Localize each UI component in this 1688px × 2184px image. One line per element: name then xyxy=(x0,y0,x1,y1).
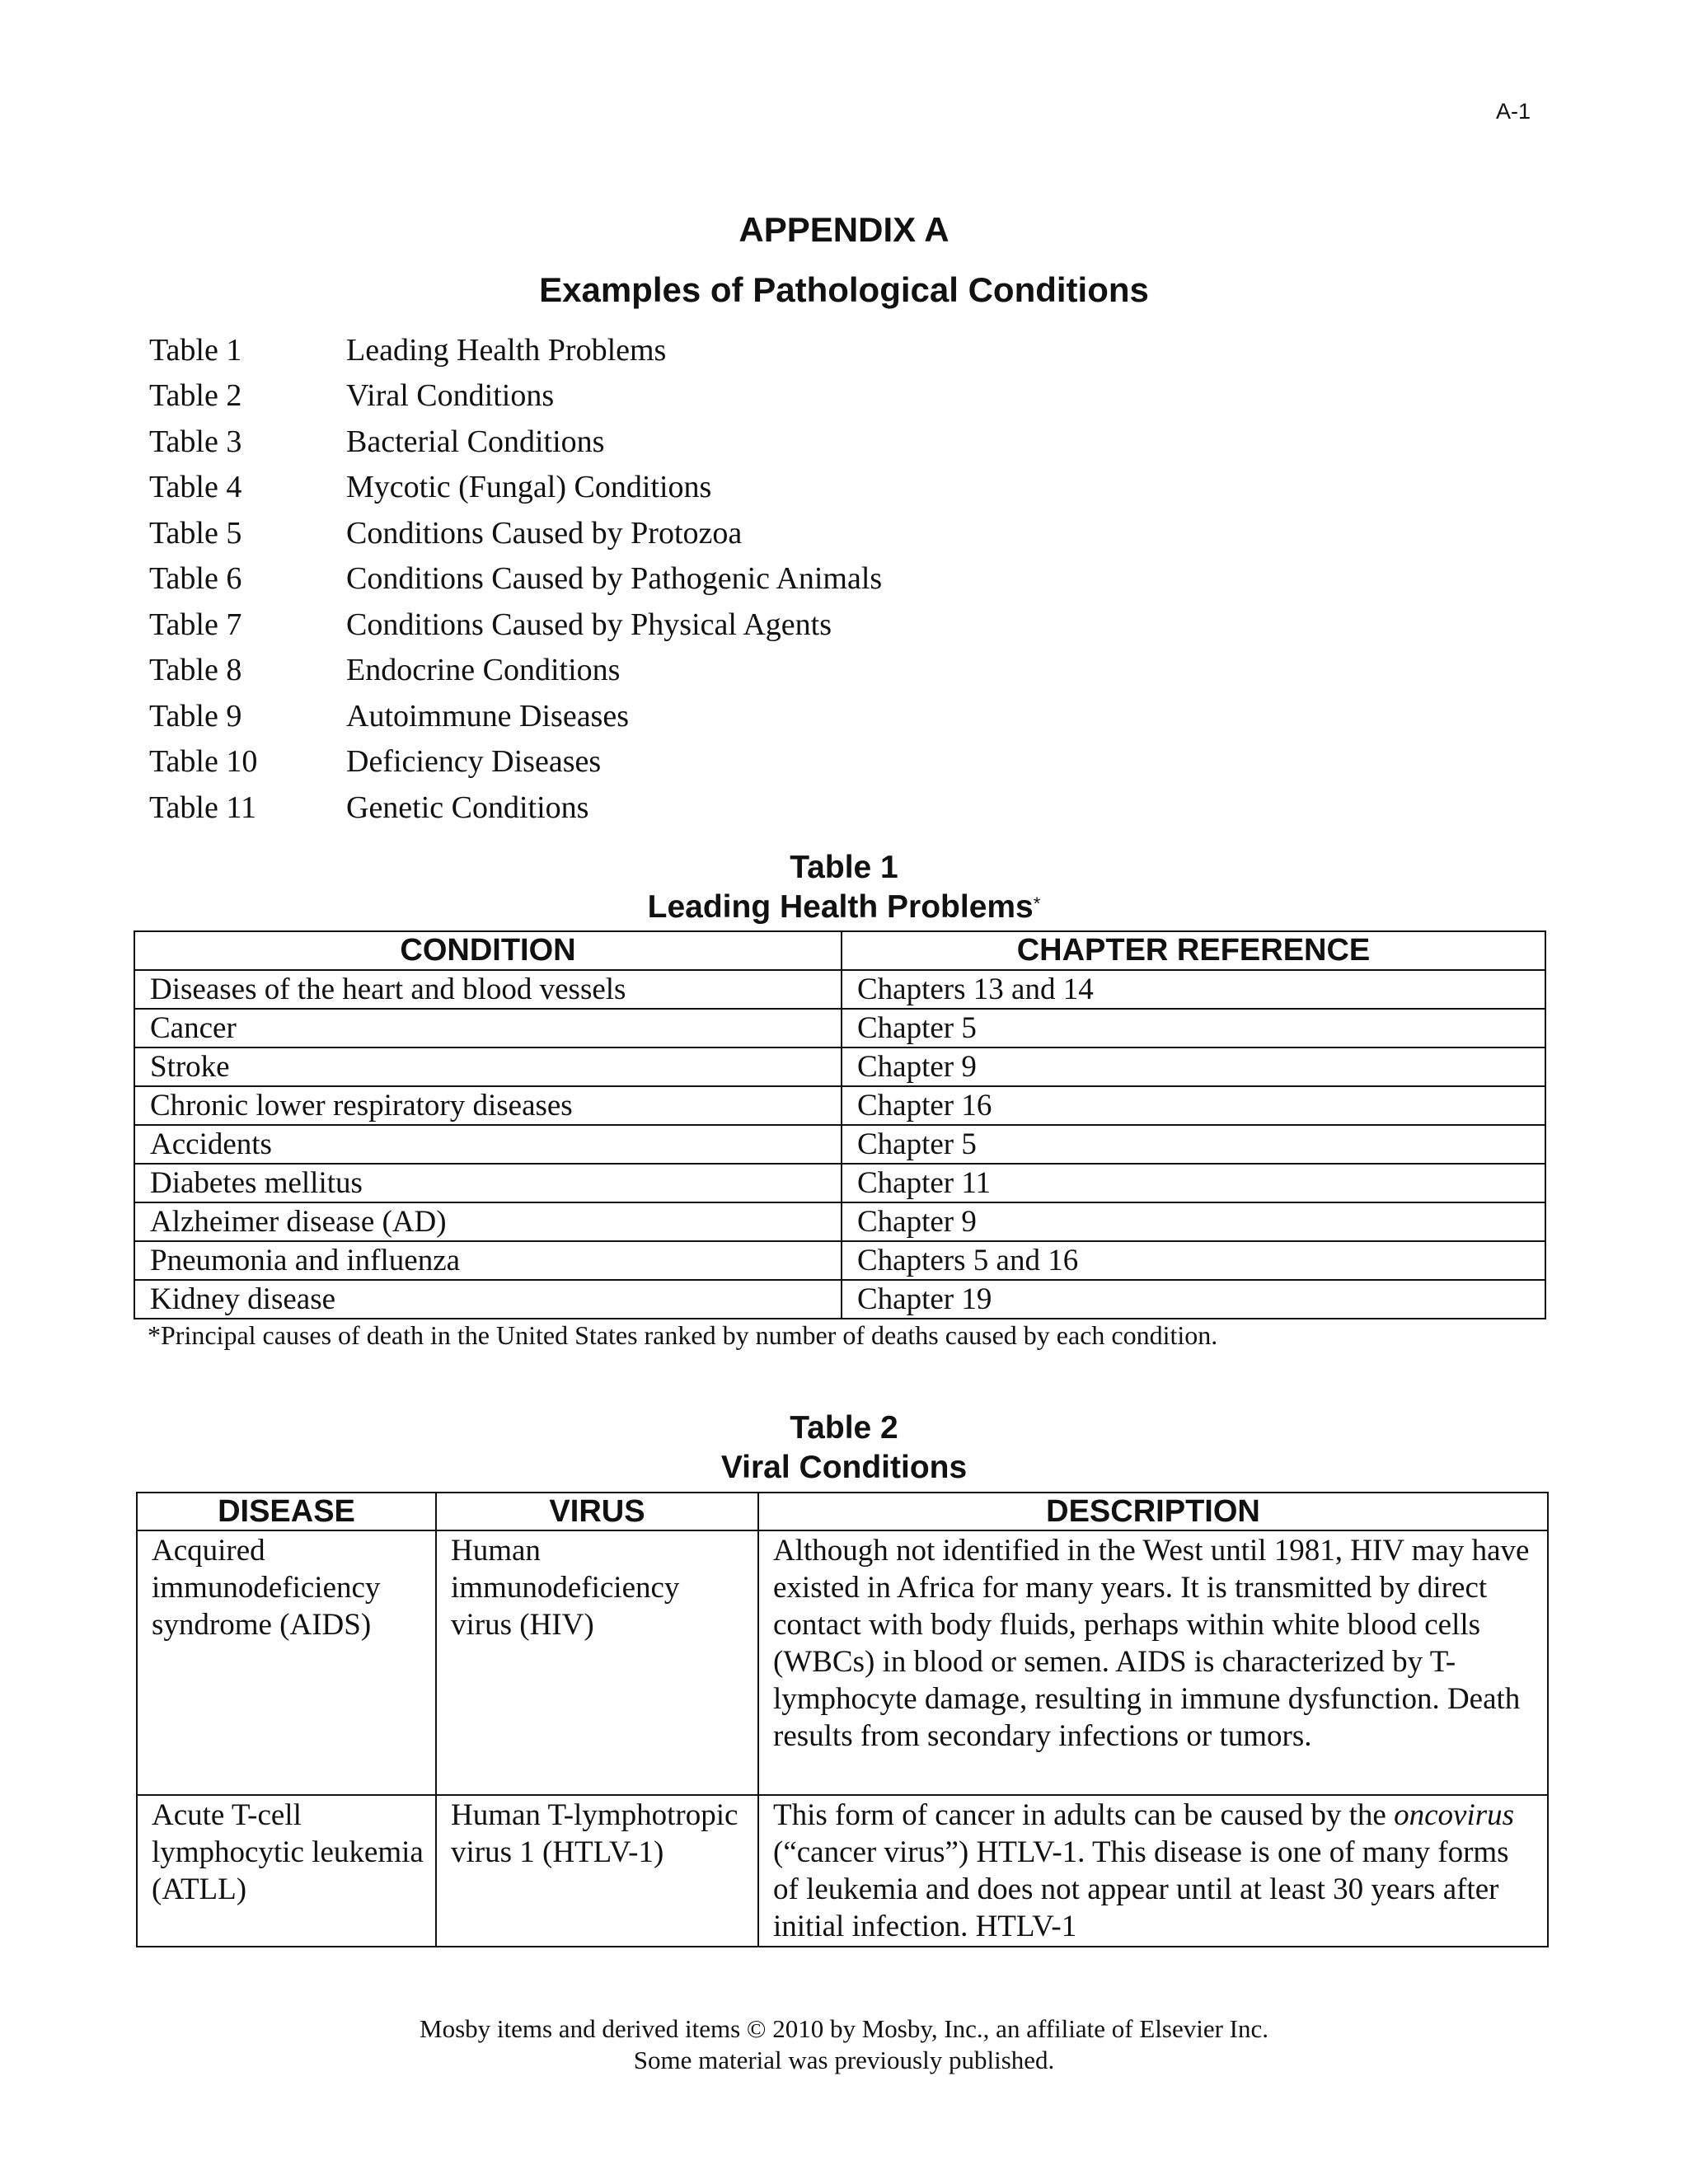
toc-row xyxy=(149,373,1221,419)
chapter-cell: Chapters 5 and 16 xyxy=(842,1241,1545,1280)
toc-title: Autoimmune Diseases xyxy=(346,698,630,733)
column-header-disease: DISEASE xyxy=(137,1493,436,1530)
condition-cell: Diabetes mellitus xyxy=(134,1164,842,1202)
condition-cell: Diseases of the heart and blood vessels xyxy=(134,970,842,1009)
chapter-cell: Chapter 9 xyxy=(842,1202,1545,1241)
toc-title: Endocrine Conditions xyxy=(346,653,621,688)
table-row xyxy=(134,1202,1545,1241)
virus-cell: Human T-lymphotropic virus 1 (HTLV-1) xyxy=(436,1795,758,1947)
chapter-cell: Chapters 13 and 14 xyxy=(842,970,1545,1009)
toc-title: Genetic Conditions xyxy=(346,790,589,825)
toc-number: Table 3 xyxy=(149,424,242,459)
table2-label: Table 2 xyxy=(790,1410,898,1446)
toc-title: Conditions Caused by Protozoa xyxy=(346,515,743,551)
column-header-description: DESCRIPTION xyxy=(758,1493,1548,1530)
chapter-cell: Chapter 11 xyxy=(842,1164,1545,1202)
toc-row xyxy=(149,648,1221,694)
toc-number: Table 4 xyxy=(149,470,242,505)
toc-row xyxy=(149,602,1221,648)
toc-number: Table 1 xyxy=(149,332,242,368)
virus-cell: Human immunodeficiency virus (HIV) xyxy=(436,1530,758,1795)
chapter-cell: Chapter 5 xyxy=(842,1009,1545,1047)
condition-cell: Stroke xyxy=(134,1047,842,1086)
description-cell: Although not identified in the West until 1981, HIV may have existed in Africa for many years. It is transmitted by direct contact with body fluids, perhaps within white blood cells (WBCs) in blood or semen. AIDS is characterized by T-lymphocyte damage, resulting in immune dysfunction. Death results from secondary infections or tumors. xyxy=(758,1530,1548,1795)
toc-title: Leading Health Problems xyxy=(346,332,667,368)
table-of-contents xyxy=(149,327,1221,831)
chapter-cell: Chapter 19 xyxy=(842,1280,1545,1319)
condition-cell: Alzheimer disease (AD) xyxy=(134,1202,842,1241)
table2-title: Viral Conditions xyxy=(720,1450,968,1485)
toc-row xyxy=(149,465,1221,511)
chapter-cell: Chapter 9 xyxy=(842,1047,1545,1086)
toc-title: Conditions Caused by Physical Agents xyxy=(346,607,832,642)
page-subtitle: Examples of Pathological Conditions xyxy=(539,270,1149,309)
disease-cell: Acute T-cell lymphocytic leukemia (ATLL) xyxy=(137,1795,436,1947)
condition-cell: Cancer xyxy=(134,1009,842,1047)
toc-number: Table 10 xyxy=(149,744,258,780)
column-header-condition: CONDITION xyxy=(134,931,842,970)
table-row xyxy=(134,1125,1545,1164)
viral-conditions-table xyxy=(136,1492,1549,1947)
toc-title: Deficiency Diseases xyxy=(346,744,602,780)
column-header-virus: VIRUS xyxy=(436,1493,758,1530)
chapter-cell: Chapter 5 xyxy=(842,1125,1545,1164)
chapter-cell: Chapter 16 xyxy=(842,1086,1545,1125)
footnote-marker: * xyxy=(1033,893,1041,914)
table-header-row xyxy=(134,931,1545,970)
table-header-row xyxy=(137,1493,1548,1530)
toc-number: Table 9 xyxy=(149,698,242,733)
table-row xyxy=(134,1047,1545,1086)
condition-cell: Pneumonia and influenza xyxy=(134,1241,842,1280)
table-row xyxy=(134,1241,1545,1280)
toc-title: Mycotic (Fungal) Conditions xyxy=(346,470,712,505)
toc-number: Table 7 xyxy=(149,607,242,642)
table-row xyxy=(134,1009,1545,1047)
table1-label: Table 1 xyxy=(790,850,898,885)
table-row xyxy=(137,1795,1548,1947)
toc-number: Table 8 xyxy=(149,653,242,688)
toc-row xyxy=(149,327,1221,373)
toc-row xyxy=(149,693,1221,739)
page-number: A-1 xyxy=(1496,99,1531,124)
column-header-chapter-reference: CHAPTER REFERENCE xyxy=(842,931,1545,970)
toc-title: Bacterial Conditions xyxy=(346,424,605,459)
toc-number: Table 6 xyxy=(149,561,242,597)
description-text: This form of cancer in adults can be caused by the xyxy=(773,1798,1395,1832)
table-row xyxy=(134,1280,1545,1319)
toc-row xyxy=(149,510,1221,556)
toc-number: Table 11 xyxy=(149,790,256,825)
page-title: APPENDIX A xyxy=(738,210,950,249)
toc-number: Table 5 xyxy=(149,515,242,551)
toc-row xyxy=(149,739,1221,785)
table-row xyxy=(137,1530,1548,1795)
toc-row xyxy=(149,785,1221,831)
condition-cell: Kidney disease xyxy=(134,1280,842,1319)
toc-title: Conditions Caused by Pathogenic Animals xyxy=(346,561,883,597)
toc-title: Viral Conditions xyxy=(346,378,555,414)
condition-cell: Accidents xyxy=(134,1125,842,1164)
leading-health-problems-table xyxy=(134,930,1546,1319)
table-row xyxy=(134,1086,1545,1125)
disease-cell: Acquired immunodeficiency syndrome (AIDS) xyxy=(137,1530,436,1795)
description-text: (“cancer virus”) HTLV-1. This disease is one of many forms of leukemia and does not appear until at least 30 years after initial infection. HTLV-1 xyxy=(773,1835,1509,1943)
toc-row xyxy=(149,556,1221,602)
table1-title xyxy=(0,888,1688,927)
copyright-line: Mosby items and derived items © 2010 by Mosby, Inc., an affiliate of Elsevier Inc. xyxy=(420,2014,1268,2043)
table-row xyxy=(134,1164,1545,1202)
toc-row xyxy=(149,419,1221,465)
description-cell xyxy=(758,1795,1548,1947)
publication-note: Some material was previously published. xyxy=(633,2046,1055,2074)
condition-cell: Chronic lower respiratory diseases xyxy=(134,1086,842,1125)
table1-title-text: Leading Health Problems xyxy=(647,889,1034,925)
table-row xyxy=(134,970,1545,1009)
table1-footnote: *Principal causes of death in the United States ranked by number of deaths caused by each condition. xyxy=(148,1320,1218,1350)
emphasized-term: oncovirus xyxy=(1394,1798,1515,1832)
toc-number: Table 2 xyxy=(149,378,242,414)
